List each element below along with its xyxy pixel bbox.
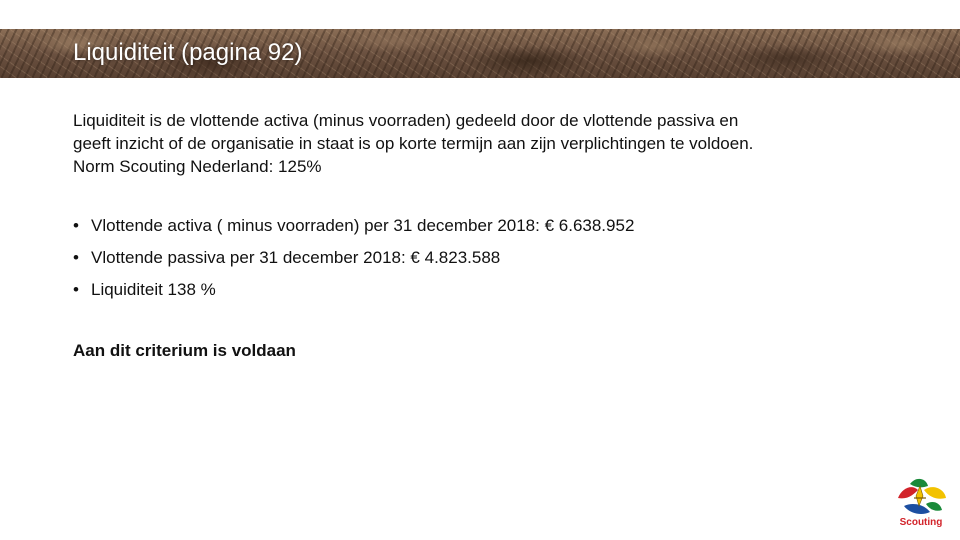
logo-text: Scouting <box>899 517 943 528</box>
intro-line: Norm Scouting Nederland: 125% <box>73 157 322 176</box>
bullet-text: Vlottende activa ( minus voorraden) per 31 december 2018: € 6.638.952 <box>91 216 635 235</box>
intro-line: geeft inzicht of de organisatie in staat is op korte termijn aan zijn verplichtingen te voldoen. <box>73 134 754 153</box>
bullet-icon: • <box>73 216 79 235</box>
intro-paragraph <box>73 109 893 178</box>
scouting-logo <box>890 476 952 532</box>
bullet-icon: • <box>73 280 79 299</box>
bullet-icon: • <box>73 248 79 267</box>
title-banner <box>0 29 960 78</box>
intro-line: Liquiditeit is de vlottende activa (minus voorraden) gedeeld door de vlottende passiva en <box>73 111 739 130</box>
conclusion-text: Aan dit criterium is voldaan <box>73 341 296 360</box>
bullet-text: Vlottende passiva per 31 december 2018: € 4.823.588 <box>91 248 501 267</box>
bullet-list <box>73 213 634 309</box>
list-item <box>73 213 634 245</box>
list-item <box>73 277 634 309</box>
list-item <box>73 245 634 277</box>
slide-title: Liquiditeit (pagina 92) <box>73 39 303 66</box>
bullet-text: Liquiditeit 138 % <box>91 280 216 299</box>
scouting-lily-icon <box>890 476 952 518</box>
